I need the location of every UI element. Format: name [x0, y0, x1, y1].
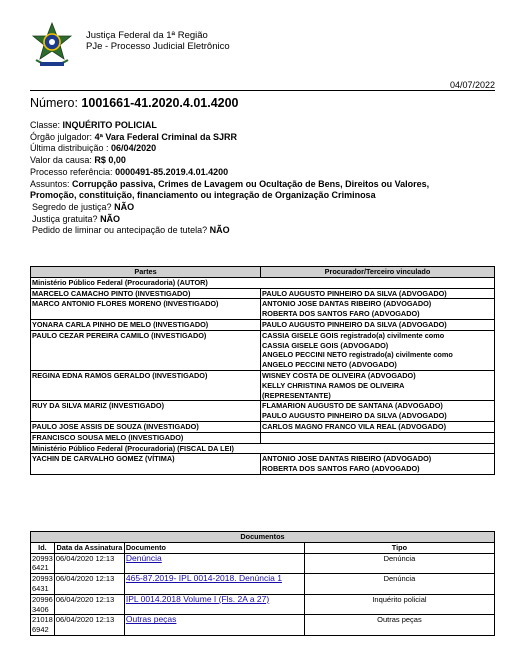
documento-cell: [124, 615, 304, 636]
brasao-coat-of-arms-icon: [30, 22, 74, 70]
procurador-header: Procurador/Terceiro vinculado: [261, 267, 495, 278]
procurador-name: ANTONIO JOSE DANTAS RIBEIRO (ADVOGADO): [262, 454, 432, 464]
partes-row: [31, 288, 495, 299]
procurador-name: PAULO AUGUSTO PINHEIRO DA SILVA (ADVOGADO): [262, 319, 447, 329]
documento-cell: [124, 594, 304, 615]
partes-row: [31, 401, 495, 422]
procurador-name: ANGELO PECCINI NETO (ADVOGADO): [262, 360, 397, 370]
distrib-value: 06/04/2020: [111, 143, 157, 154]
documento-link[interactable]: 465-87.2019- IPL 0014-2018. Denúncia 1: [125, 573, 282, 584]
procurador-cell: [261, 401, 495, 422]
distrib-label: Última distribuição :: [30, 143, 109, 154]
procurador-name: ROBERTA DOS SANTOS FARO (ADVOGADO): [262, 309, 420, 319]
documento-data: 06/04/2020 12:13: [54, 594, 124, 615]
classe-label: Classe:: [30, 120, 61, 130]
documento-data: 06/04/2020 12:13: [54, 553, 124, 574]
procurador-cell: [261, 319, 495, 330]
procurador-name: CARLOS MAGNO FRANCO VILA REAL (ADVOGADO): [262, 421, 447, 431]
col-id-header: Id.: [31, 542, 55, 553]
gratuita-value: NÃO: [100, 213, 121, 224]
col-documento-header: Documento: [124, 542, 304, 553]
org-line2: PJe - Processo Judicial Eletrônico: [86, 41, 230, 52]
documento-data: 06/04/2020 12:13: [54, 615, 124, 636]
documento-row: [31, 594, 495, 615]
partes-row: [31, 319, 495, 330]
segredo-label: Segredo de justiça?: [32, 201, 112, 212]
documento-row: [31, 553, 495, 574]
procurador-name: KELLY CHRISTINA RAMOS DE OLIVEIRA: [262, 380, 405, 390]
assuntos-label: Assuntos:: [30, 178, 70, 189]
assuntos-value-1: Corrupção passiva, Crimes de Lavagem ou Ocultação de Bens, Direitos ou Valores,: [72, 178, 430, 189]
parte-full-cell: Ministério Público Federal (Procuradoria) (FISCAL DA LEI): [31, 443, 495, 454]
documentos-table: [30, 531, 495, 636]
documento-link[interactable]: IPL 0014.2018 Volume I (Fls. 2A a 27): [125, 593, 270, 604]
documento-link[interactable]: Outras peças: [125, 614, 177, 625]
print-date: 04/07/2022: [449, 80, 495, 90]
partes-row: [31, 370, 495, 400]
divider: [30, 90, 495, 91]
procurador-name: PAULO AUGUSTO PINHEIRO DA SILVA (ADVOGADO): [262, 411, 447, 421]
valor-label: Valor da causa:: [30, 155, 92, 166]
documento-row: [31, 615, 495, 636]
documento-id: 21018 6942: [32, 615, 53, 635]
parte-name-cell: YACHIN DE CARVALHO GOMEZ (VÍTIMA): [31, 454, 261, 475]
parte-full-cell: Ministério Público Federal (Procuradoria) (AUTOR): [31, 277, 495, 288]
procurador-name: ANGELO PECCINI NETO registrado(a) civilmente como: [262, 350, 453, 360]
ref-label: Processo referência:: [30, 166, 113, 177]
procurador-name: ANTONIO JOSE DANTAS RIBEIRO (ADVOGADO): [262, 299, 432, 309]
ref-value: 0000491-85.2019.4.01.4200: [115, 166, 229, 177]
documento-id: 20996 3406: [32, 594, 53, 614]
procurador-cell: [261, 421, 495, 432]
partes-row: [31, 299, 495, 320]
page-header: [30, 22, 510, 74]
documento-cell: [124, 553, 304, 574]
procurador-name: CASSIA GISELE GOIS registrado(a) civilmente como: [262, 330, 445, 340]
parte-name-cell: REGINA EDNA RAMOS GERALDO (INVESTIGADO): [31, 370, 261, 400]
process-number-value: 1001661-41.2020.4.01.4200: [81, 96, 239, 110]
documento-id: 20993 6421: [32, 553, 53, 573]
parte-name-cell: PAULO JOSE ASSIS DE SOUZA (INVESTIGADO): [31, 421, 261, 432]
documento-data: 06/04/2020 12:13: [54, 574, 124, 595]
segredo-value: NÃO: [114, 201, 135, 212]
partes-row: [31, 432, 495, 443]
process-number-label: Número:: [30, 96, 78, 110]
parte-name-cell: RUY DA SILVA MARIZ (INVESTIGADO): [31, 401, 261, 422]
partes-header: Partes: [31, 267, 261, 278]
documento-cell: [124, 574, 304, 595]
classe-value: INQUÉRITO POLICIAL: [62, 120, 157, 130]
procurador-cell: [261, 370, 495, 400]
orgao-label: Órgão julgador:: [30, 131, 93, 142]
partes-row: [31, 454, 495, 475]
parte-name-cell: YONARA CARLA PINHO DE MELO (INVESTIGADO): [31, 319, 261, 330]
documento-row: [31, 574, 495, 595]
valor-value: R$ 0,00: [94, 155, 126, 166]
liminar-label: Pedido de liminar ou antecipação de tutela?: [32, 225, 208, 236]
org-line1: Justiça Federal da 1ª Região: [86, 30, 208, 41]
procurador-cell: [261, 432, 495, 443]
process-info: [30, 120, 500, 237]
documento-tipo: Denúncia: [304, 553, 494, 574]
procurador-cell: [261, 299, 495, 320]
documento-tipo: Outras peças: [304, 615, 494, 636]
liminar-value: NÃO: [209, 225, 230, 236]
procurador-name: PAULO AUGUSTO PINHEIRO DA SILVA (ADVOGADO): [262, 288, 447, 298]
gratuita-label: Justiça gratuita?: [32, 213, 98, 224]
parte-name-cell: FRANCISCO SOUSA MELO (INVESTIGADO): [31, 432, 261, 443]
documento-tipo: Denúncia: [304, 574, 494, 595]
assuntos-value-2: Promoção, constituição, financiamento ou integração de Organização Criminosa: [30, 190, 376, 201]
procurador-name: ROBERTA DOS SANTOS FARO (ADVOGADO): [262, 464, 420, 474]
procurador-name: WISNEY COSTA DE OLIVEIRA (ADVOGADO): [262, 370, 416, 380]
parte-name-cell: MARCELO CAMACHO PINTO (INVESTIGADO): [31, 288, 261, 299]
parte-name-cell: PAULO CEZAR PEREIRA CAMILO (INVESTIGADO): [31, 330, 261, 370]
documentos-title: Documentos: [31, 532, 495, 543]
procurador-name: (REPRESENTANTE): [262, 390, 331, 400]
procurador-cell: [261, 330, 495, 370]
procurador-cell: [261, 288, 495, 299]
documento-link[interactable]: Denúncia: [125, 552, 162, 563]
documento-id: 20993 6431: [32, 574, 53, 593]
partes-row: [31, 443, 495, 454]
col-data-header: Data da Assinatura: [54, 542, 124, 553]
documento-tipo: Inquérito policial: [304, 594, 494, 615]
process-number: [30, 96, 239, 110]
partes-row: [31, 330, 495, 370]
partes-row: [31, 421, 495, 432]
procurador-name: FLAMARION AUGUSTO DE SANTANA (ADVOGADO): [262, 401, 443, 411]
procurador-name: CASSIA GISELE GOIS (ADVOGADO): [262, 340, 389, 350]
partes-row: [31, 277, 495, 288]
partes-table: [30, 266, 495, 475]
procurador-cell: [261, 454, 495, 475]
parte-name-cell: MARCO ANTONIO FLORES MORENO (INVESTIGADO): [31, 299, 261, 320]
org-name: [86, 30, 230, 52]
col-tipo-header: Tipo: [304, 542, 494, 553]
orgao-value: 4ª Vara Federal Criminal da SJRR: [94, 131, 237, 142]
